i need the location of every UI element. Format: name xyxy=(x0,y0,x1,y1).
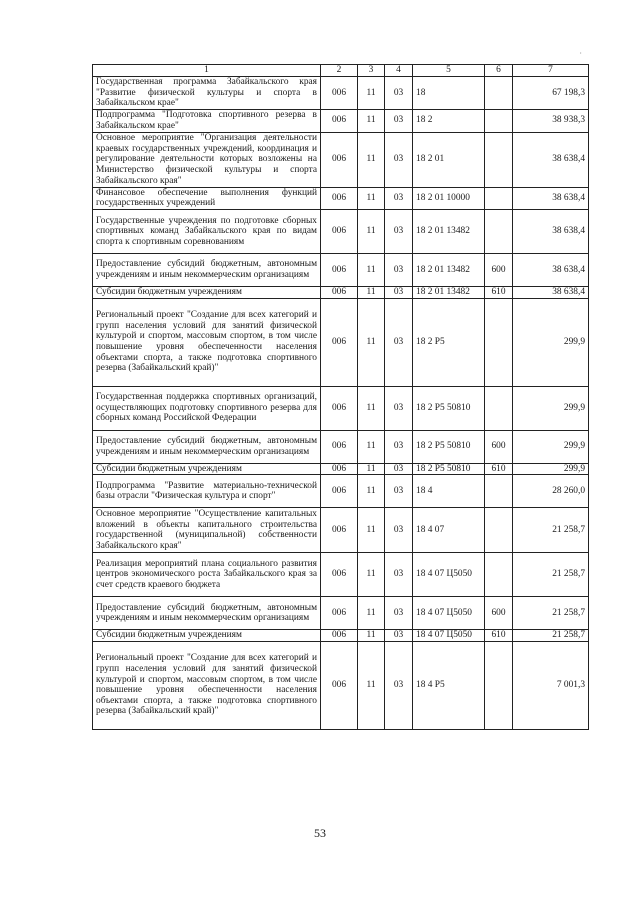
amount-cell: 38 638,4 xyxy=(513,187,589,209)
expense-type-cell xyxy=(485,386,513,430)
expense-type-cell: 600 xyxy=(485,430,513,463)
subsection-code-cell: 03 xyxy=(385,77,413,110)
admin-code-cell: 006 xyxy=(321,553,358,597)
table-row xyxy=(93,298,589,386)
amount-cell: 38 638,4 xyxy=(513,209,589,253)
budget-table xyxy=(92,64,589,730)
expense-type-cell xyxy=(485,187,513,209)
subsection-code-cell: 03 xyxy=(385,298,413,386)
section-code-cell: 11 xyxy=(358,430,385,463)
expense-type-cell xyxy=(485,209,513,253)
admin-code-cell: 006 xyxy=(321,463,358,475)
expense-type-cell xyxy=(485,475,513,508)
subsection-code-cell: 03 xyxy=(385,641,413,729)
subsection-code-cell: 03 xyxy=(385,187,413,209)
section-code-cell: 11 xyxy=(358,109,385,132)
section-code-cell: 11 xyxy=(358,253,385,286)
expense-type-cell xyxy=(485,641,513,729)
subsection-code-cell: 03 xyxy=(385,286,413,298)
row-name-cell: Финансовое обеспечение выполнения функций государственных учреждений xyxy=(93,187,321,209)
table-row xyxy=(93,187,589,209)
row-name-cell: Предоставление субсидий бюджетным, автономным учреждениям и иным некоммерческим организациям xyxy=(93,597,321,630)
admin-code-cell: 006 xyxy=(321,253,358,286)
target-article-cell: 18 2 P5 50810 xyxy=(413,430,485,463)
target-article-cell: 18 2 01 xyxy=(413,132,485,187)
row-name-cell: Основное мероприятие "Организация деятельности краевых государственных учреждений, координация и регулирование деятельности которых возложены на Министерство физической культуры и спорта Забайкальского края" xyxy=(93,132,321,187)
admin-code-cell: 006 xyxy=(321,630,358,642)
admin-code-cell: 006 xyxy=(321,132,358,187)
section-code-cell: 11 xyxy=(358,463,385,475)
row-name-cell: Государственные учреждения по подготовке сборных спортивных команд Забайкальского края по видам спорта к спортивным соревнованиям xyxy=(93,209,321,253)
subsection-code-cell: 03 xyxy=(385,508,413,553)
admin-code-cell: 006 xyxy=(321,386,358,430)
expense-type-cell: 600 xyxy=(485,597,513,630)
row-name-cell: Государственная поддержка спортивных организаций, осуществляющих подготовку спортивного резерва для сборных команд Российской Федерации xyxy=(93,386,321,430)
table-row xyxy=(93,553,589,597)
target-article-cell: 18 4 07 Ц5050 xyxy=(413,597,485,630)
subsection-code-cell: 03 xyxy=(385,553,413,597)
table-row xyxy=(93,430,589,463)
target-article-cell: 18 2 01 13482 xyxy=(413,209,485,253)
subsection-code-cell: 03 xyxy=(385,463,413,475)
header-row xyxy=(93,65,589,77)
expense-type-cell: 610 xyxy=(485,630,513,642)
section-code-cell: 11 xyxy=(358,132,385,187)
section-code-cell: 11 xyxy=(358,597,385,630)
table-row xyxy=(93,386,589,430)
table-row xyxy=(93,286,589,298)
subsection-code-cell: 03 xyxy=(385,209,413,253)
table-row xyxy=(93,253,589,286)
target-article-cell: 18 2 01 13482 xyxy=(413,286,485,298)
table-body xyxy=(93,77,589,730)
column-header: 4 xyxy=(385,65,413,77)
table-row xyxy=(93,77,589,110)
amount-cell: 299,9 xyxy=(513,298,589,386)
amount-cell: 299,9 xyxy=(513,463,589,475)
column-header: 7 xyxy=(513,65,589,77)
target-article-cell: 18 4 xyxy=(413,475,485,508)
amount-cell: 21 258,7 xyxy=(513,508,589,553)
table-row xyxy=(93,132,589,187)
subsection-code-cell: 03 xyxy=(385,253,413,286)
row-name-cell: Подпрограмма "Развитие материально-технической базы отрасли "Физическая культура и спорт" xyxy=(93,475,321,508)
table-row xyxy=(93,641,589,729)
row-name-cell: Субсидии бюджетным учреждениям xyxy=(93,630,321,642)
scan-speck: · xyxy=(579,49,582,58)
amount-cell: 299,9 xyxy=(513,430,589,463)
section-code-cell: 11 xyxy=(358,209,385,253)
row-name-cell: Региональный проект "Создание для всех категорий и групп населения условий для занятий физической культурой и спортом, массовым спортом, в том числе повышение уровня обеспеченности населения объектами спорта, а также подготовка спортивного резерва (Забайкальский край)" xyxy=(93,641,321,729)
page-number: 53 xyxy=(314,826,326,840)
amount-cell: 67 198,3 xyxy=(513,77,589,110)
row-name-cell: Подпрограмма "Подготовка спортивного резерва в Забайкальском крае" xyxy=(93,109,321,132)
amount-cell: 38 638,4 xyxy=(513,132,589,187)
table-row xyxy=(93,597,589,630)
admin-code-cell: 006 xyxy=(321,508,358,553)
section-code-cell: 11 xyxy=(358,508,385,553)
admin-code-cell: 006 xyxy=(321,430,358,463)
amount-cell: 21 258,7 xyxy=(513,597,589,630)
subsection-code-cell: 03 xyxy=(385,597,413,630)
target-article-cell: 18 4 07 Ц5050 xyxy=(413,630,485,642)
target-article-cell: 18 4 P5 xyxy=(413,641,485,729)
amount-cell: 38 638,4 xyxy=(513,286,589,298)
expense-type-cell xyxy=(485,553,513,597)
row-name-cell: Предоставление субсидий бюджетным, автономным учреждениям и иным некоммерческим организациям xyxy=(93,430,321,463)
subsection-code-cell: 03 xyxy=(385,386,413,430)
admin-code-cell: 006 xyxy=(321,641,358,729)
table-row xyxy=(93,508,589,553)
row-name-cell: Региональный проект "Создание для всех категорий и групп населения условий для занятий физической культурой и спортом, массовым спортом, в том числе повышение уровня обеспеченности населения объектами спорта, а также подготовка спортивного резерва (Забайкальский край)" xyxy=(93,298,321,386)
amount-cell: 28 260,0 xyxy=(513,475,589,508)
amount-cell: 7 001,3 xyxy=(513,641,589,729)
target-article-cell: 18 4 07 Ц5050 xyxy=(413,553,485,597)
subsection-code-cell: 03 xyxy=(385,132,413,187)
table-row xyxy=(93,475,589,508)
row-name-cell: Государственная программа Забайкальского края "Развитие физической культуры и спорта в Забайкальском крае" xyxy=(93,77,321,110)
target-article-cell: 18 2 P5 50810 xyxy=(413,463,485,475)
subsection-code-cell: 03 xyxy=(385,475,413,508)
row-name-cell: Субсидии бюджетным учреждениям xyxy=(93,463,321,475)
section-code-cell: 11 xyxy=(358,475,385,508)
expense-type-cell: 600 xyxy=(485,253,513,286)
target-article-cell: 18 2 xyxy=(413,109,485,132)
section-code-cell: 11 xyxy=(358,630,385,642)
column-header: 3 xyxy=(358,65,385,77)
amount-cell: 38 638,4 xyxy=(513,253,589,286)
admin-code-cell: 006 xyxy=(321,109,358,132)
subsection-code-cell: 03 xyxy=(385,109,413,132)
admin-code-cell: 006 xyxy=(321,286,358,298)
subsection-code-cell: 03 xyxy=(385,430,413,463)
target-article-cell: 18 2 01 10000 xyxy=(413,187,485,209)
section-code-cell: 11 xyxy=(358,386,385,430)
table-row xyxy=(93,209,589,253)
section-code-cell: 11 xyxy=(358,641,385,729)
expense-type-cell xyxy=(485,77,513,110)
row-name-cell: Основное мероприятие "Осуществление капитальных вложений в объекты капитального строительства государственной (муниципальной) собственности Забайкальского края" xyxy=(93,508,321,553)
section-code-cell: 11 xyxy=(358,286,385,298)
table-row xyxy=(93,463,589,475)
target-article-cell: 18 2 P5 50810 xyxy=(413,386,485,430)
expense-type-cell xyxy=(485,508,513,553)
row-name-cell: Предоставление субсидий бюджетным, автономным учреждениям и иным некоммерческим организациям xyxy=(93,253,321,286)
section-code-cell: 11 xyxy=(358,298,385,386)
amount-cell: 21 258,7 xyxy=(513,630,589,642)
admin-code-cell: 006 xyxy=(321,209,358,253)
expense-type-cell xyxy=(485,298,513,386)
expense-type-cell: 610 xyxy=(485,286,513,298)
subsection-code-cell: 03 xyxy=(385,630,413,642)
admin-code-cell: 006 xyxy=(321,597,358,630)
expense-type-cell: 610 xyxy=(485,463,513,475)
amount-cell: 21 258,7 xyxy=(513,553,589,597)
table-row xyxy=(93,630,589,642)
section-code-cell: 11 xyxy=(358,77,385,110)
admin-code-cell: 006 xyxy=(321,475,358,508)
section-code-cell: 11 xyxy=(358,553,385,597)
table-row xyxy=(93,109,589,132)
admin-code-cell: 006 xyxy=(321,187,358,209)
expense-type-cell xyxy=(485,132,513,187)
admin-code-cell: 006 xyxy=(321,77,358,110)
amount-cell: 38 938,3 xyxy=(513,109,589,132)
column-header: 5 xyxy=(413,65,485,77)
target-article-cell: 18 4 07 xyxy=(413,508,485,553)
row-name-cell: Реализация мероприятий плана социального развития центров экономического роста Забайкальского края за счет средств краевого бюджета xyxy=(93,553,321,597)
expense-type-cell xyxy=(485,109,513,132)
admin-code-cell: 006 xyxy=(321,298,358,386)
column-header: 2 xyxy=(321,65,358,77)
column-header: 6 xyxy=(485,65,513,77)
target-article-cell: 18 2 P5 xyxy=(413,298,485,386)
section-code-cell: 11 xyxy=(358,187,385,209)
target-article-cell: 18 2 01 13482 xyxy=(413,253,485,286)
amount-cell: 299,9 xyxy=(513,386,589,430)
column-header: 1 xyxy=(93,65,321,77)
target-article-cell: 18 xyxy=(413,77,485,110)
row-name-cell: Субсидии бюджетным учреждениям xyxy=(93,286,321,298)
